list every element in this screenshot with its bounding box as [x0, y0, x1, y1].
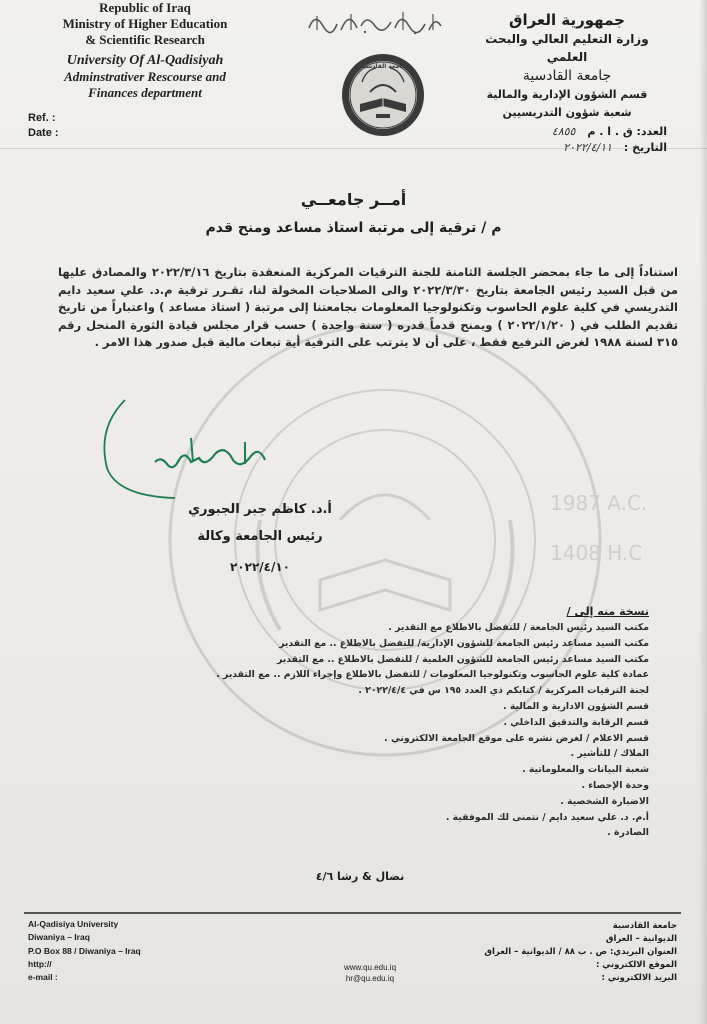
page-edge-shadow: [699, 0, 707, 1024]
ministry-ar: وزارة التعليم العالي والبحث العلمي: [485, 32, 649, 64]
website-link[interactable]: www.qu.edu.iq: [343, 963, 397, 972]
number-label: العدد: ق . ا . م: [587, 125, 667, 138]
svg-text:1987 A.C.: 1987 A.C.: [550, 491, 648, 515]
number-value: ٤٨٥٥: [551, 125, 576, 138]
header-english: [30, 0, 260, 101]
copies-list: [89, 605, 649, 841]
copy-item: عمادة كلية علوم الحاسوب وتكنولوجيا المعلومات / للتفضل بالاطلاع وإجراء اللازم .. مع التقدير .: [216, 669, 649, 681]
footer-contact: [320, 962, 420, 984]
document-subject: م / ترقية إلى مرتبة استاذ مساعد ومنح قدم: [205, 220, 502, 236]
header-arabic: [467, 10, 667, 122]
footer-ar-line: البريد الالكتروني :: [601, 973, 677, 983]
email-link[interactable]: hr@qu.edu.iq: [345, 974, 395, 983]
division-ar: شعبة شؤون التدريسيين: [502, 106, 632, 119]
footer-english: [28, 918, 141, 984]
date-value-ar: ٢٠٢٢/٤/١١: [563, 141, 613, 154]
copy-item: وحدة الإحصاء .: [581, 779, 649, 791]
copy-item: قسم الرقابة والتدقيق الداخلي .: [503, 716, 649, 728]
department-ar: قسم الشؤون الإدارية والمالية: [486, 88, 648, 101]
copy-item: قسم الشؤون الادارية و المالية .: [503, 700, 649, 712]
copy-item: قسم الاعلام / لغرض نشره على موقع الجامعة الالكتروني .: [384, 732, 649, 744]
svg-text:1408 H.C: 1408 H.C: [550, 541, 643, 565]
number-field: [552, 125, 667, 138]
footer-ar-line: الموقع الالكتروني :: [595, 960, 677, 970]
copy-item: مكتب السيد مساعد رئيس الجامعة للشؤون الإدارية/ للتفضل بالاطلاع .. مع التقدير: [279, 637, 649, 649]
document-title: أمــر جامعــي: [300, 190, 407, 209]
footer-divider: [24, 912, 681, 914]
order-body-paragraph: استناداً إلى ما جاء بمحضر الجلسة الثامنة للجنة الترقيات المركزية المنعقدة بتاريخ ٢٠٢٢/٣/١٦ والمصادق عليها من قبل السيد رئيس الجامعة بتاريخ ٢٠٢٢/٣/٣٠ والى الصلاحيات المخولة لنا، تقـرر ترقية م.د. علي سعيد دايم التدريسي في كلية علوم الحاسوب وتكنولوجيا المعلومات بجامعتنا إلى مرتبة ( استاذ مساعد ) واعتباراً من تاريخ تقديم الطلب في ( ٢٠٢٢/١/٢٠ ) ويمنح قدماً قدره ( سنة واحدة ) حسب قرار مجلس قيادة الثورة المنحل رقم ٣١٥ لسنة ١٩٨٨ لغرض الترفيع فقط ، على أن لا يترتب على الترقية أية تبعات مالية قبل صدور هذا الامر .: [58, 265, 679, 350]
footer-ar-line: العنوان البريدي: ص . ب ٨٨ / الديوانية – العراق: [484, 947, 677, 957]
footer-en-line: Al-Qadisiya University: [28, 919, 119, 929]
department-en-line2: Finances department: [88, 85, 202, 100]
basmala-calligraphy-icon: [305, 6, 445, 36]
copies-heading: نسخة منه إلى /: [566, 605, 649, 618]
university-ar: جامعة القادسية: [522, 68, 612, 84]
ministry-en-line2: & Scientific Research: [85, 32, 205, 47]
footer-ar-line: الديوانية – العراق: [605, 934, 677, 944]
copy-item: شعبة البيانات والمعلوماتية .: [522, 764, 649, 776]
university-en: University Of Al-Qadisiyah: [66, 53, 224, 68]
footer-en-line: Diwaniya – Iraq: [28, 932, 90, 943]
date-label-ar: التاريخ :: [623, 141, 667, 154]
ref-label: Ref. :: [28, 112, 56, 124]
ministry-en-line1: Ministry of Higher Education: [62, 16, 228, 31]
department-en-line1: Adminstrativer Rescourse and: [64, 69, 226, 84]
footer-arabic: [477, 920, 677, 985]
signer-role: رئيس الجامعة وكالة: [197, 529, 323, 544]
signer-name: أ.د. كاظم جبر الجبوري: [188, 502, 332, 517]
copy-item: مكتب السيد مساعد رئيس الجامعة للشؤون العلمية / للتفضل بالاطلاع .. مع التقدير: [276, 653, 649, 665]
footer-en-line: http://: [28, 958, 52, 969]
handwritten-signature-icon: [95, 398, 285, 508]
copy-item: الملاك / للتأشير .: [570, 748, 649, 760]
typist-initials: نضال & رشا ٤/٦: [315, 870, 405, 883]
copy-item: مكتب السيد رئيس الجامعة / للتفضل بالاطلاع مع التقدير .: [388, 622, 649, 633]
footer-en-line: P.O Box 88 / Diwaniya – Iraq: [28, 945, 141, 956]
copy-item: لجنة الترقيات المركزية / كتابكم ذي العدد ١٩٥ س في ٢٠٢٢/٤/٤ .: [358, 685, 649, 697]
date-field-ar: [563, 141, 667, 154]
country-en: Republic of Iraq: [99, 0, 191, 15]
copy-item: أ.م. د. علي سعيد دايم / نتمنى لك الموفقية .: [445, 811, 649, 823]
date-label-en: Date :: [28, 127, 59, 139]
signature-date: ٢٠٢٢/٤/١٠: [229, 560, 291, 574]
footer-en-line: e-mail :: [28, 972, 58, 983]
logo-text: جامعة القادسية: [360, 63, 406, 70]
footer-ar-line: جامعة القادسية: [612, 921, 677, 931]
copy-item: الاضبارة الشخصية .: [560, 795, 649, 807]
country-ar: جمهورية العراق: [509, 11, 625, 29]
copy-item: الصادرة .: [607, 827, 649, 839]
